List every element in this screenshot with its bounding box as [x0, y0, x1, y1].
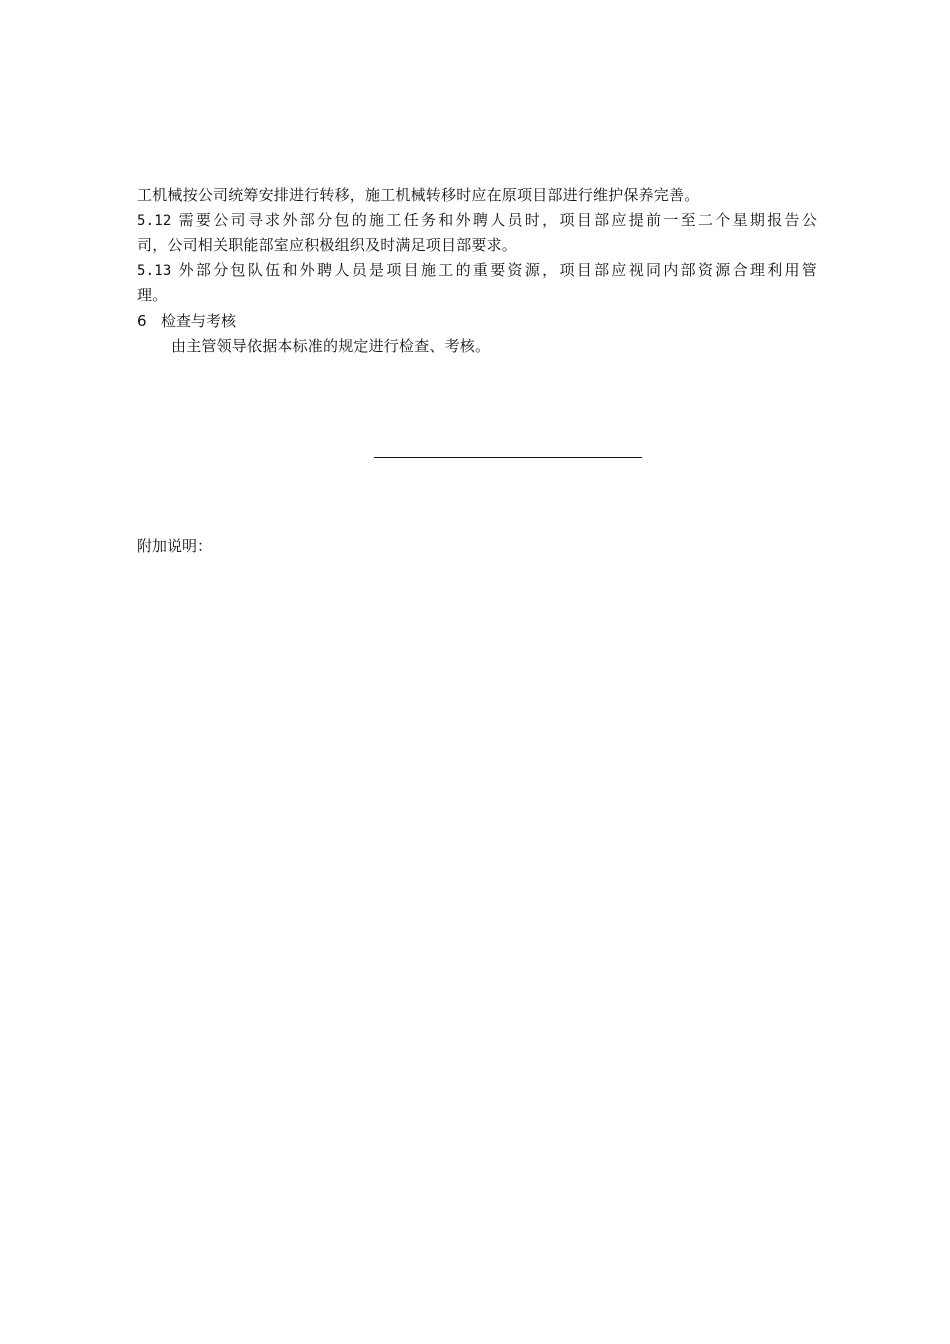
section-6-heading	[137, 309, 236, 334]
item-5-12-line-2: 司，公司相关职能部室应积极组织及时满足项目部要求。	[137, 236, 518, 254]
item-5-12-line-1	[137, 208, 817, 234]
item-5-13-line-2: 理。	[137, 286, 168, 304]
item-5-13-number: 5.13	[137, 263, 172, 279]
end-rule-divider	[374, 457, 642, 458]
item-5-12-text-1: 需要公司寻求外部分包的施工任务和外聘人员时，项目部应提前一至二个星期报告公	[178, 211, 818, 229]
item-5-13-line-1	[137, 258, 817, 284]
paragraph-continuation: 工机械按公司统筹安排进行转移，施工机械转移时应在原项目部进行维护保养完善。	[137, 186, 700, 204]
additional-note-label: 附加说明：	[137, 537, 213, 555]
section-6-body: 由主管领导依据本标准的规定进行检查、考核。	[171, 337, 491, 355]
item-5-12-number: 5.12	[137, 213, 172, 229]
section-6-title: 检查与考核	[161, 312, 237, 330]
section-6-number: 6	[137, 312, 147, 330]
item-5-13-text-1: 外部分包队伍和外聘人员是项目施工的重要资源，项目部应视同内部资源合理利用管	[178, 261, 818, 279]
